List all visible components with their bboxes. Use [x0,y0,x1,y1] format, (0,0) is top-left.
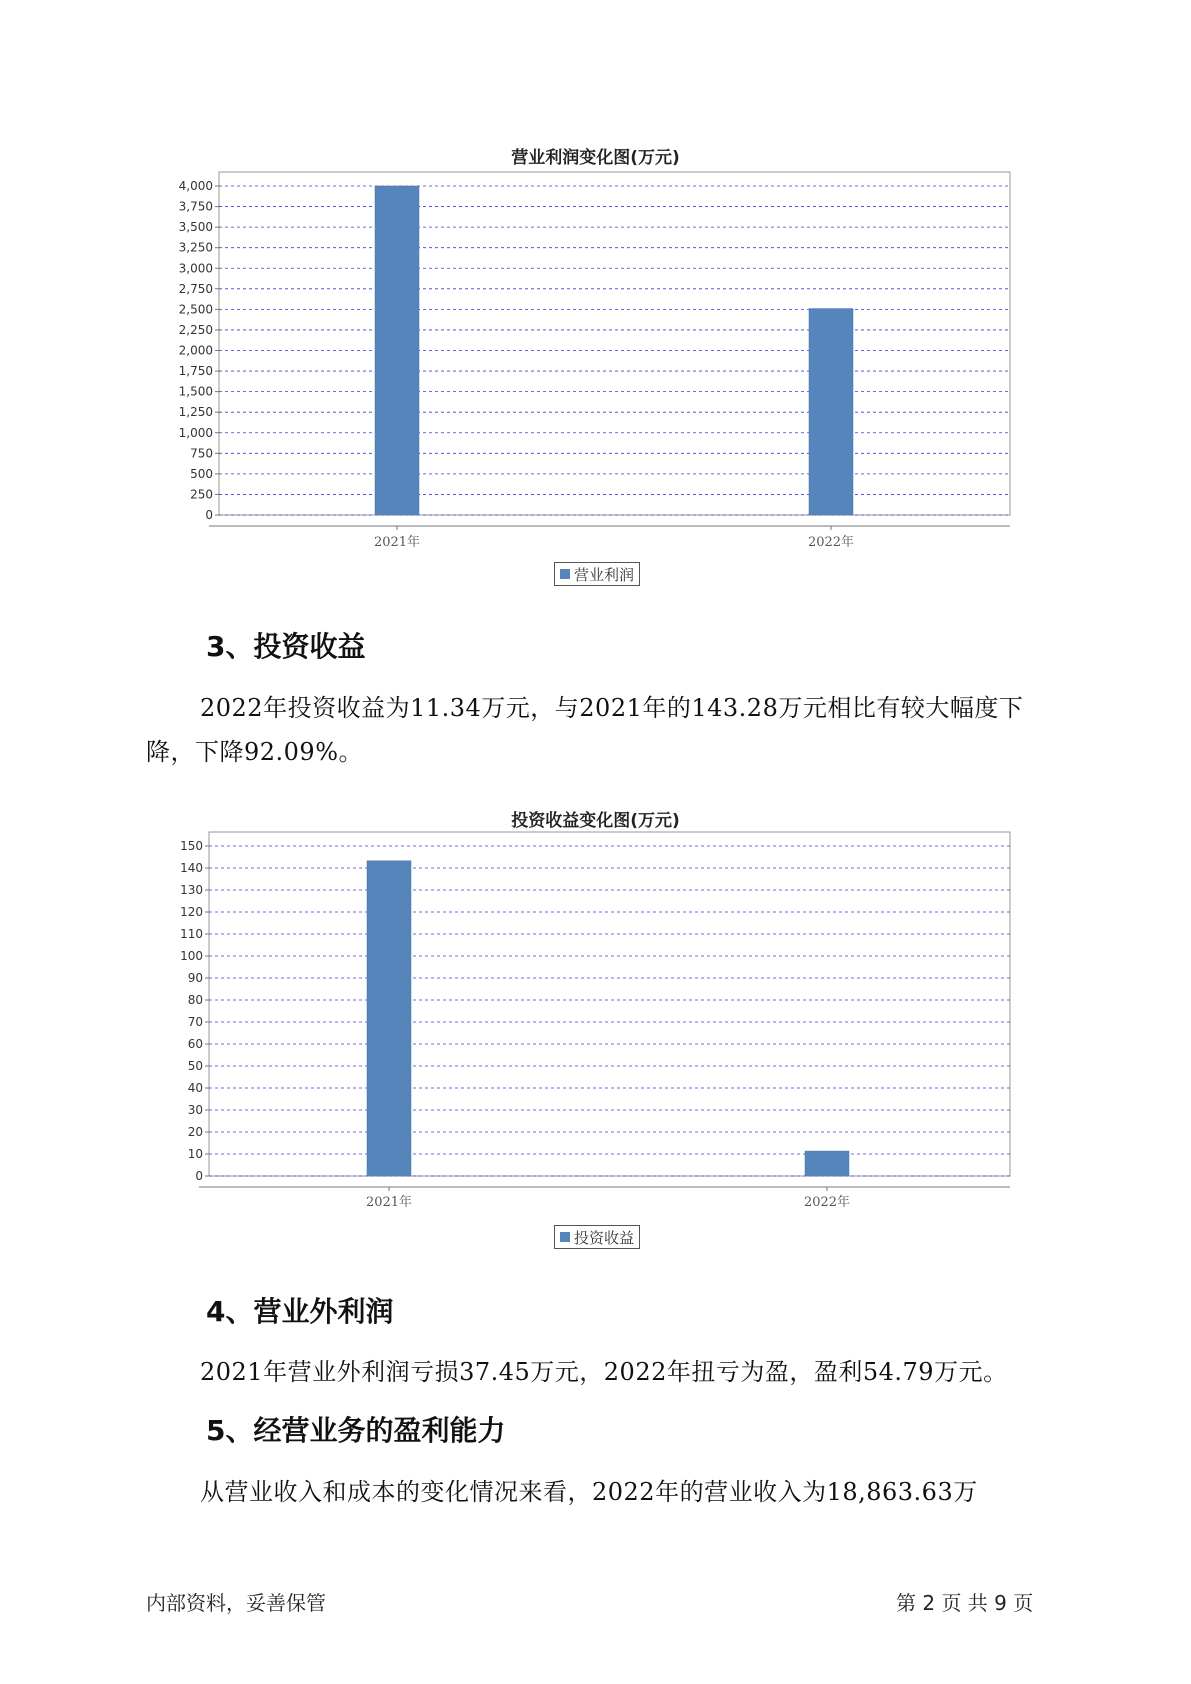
y-tick-label: 50 [187,1059,203,1073]
x-tick-label: 2022年 [803,1195,851,1210]
y-tick-label: 3,250 [178,240,213,255]
bar-2022年 [805,1151,849,1176]
plot-area [209,832,1010,1176]
section-heading-profitability: 5、经营业务的盈利能力 [206,1414,506,1447]
y-tick-label: 4,000 [178,179,213,193]
y-tick-label: 2,750 [178,281,213,296]
y-tick-label: 3,750 [178,199,213,214]
paragraph-non-operating-profit: 2021年营业外利润亏损37.45万元，2022年扭亏为盈，盈利54.79万元。 [200,1358,1008,1386]
legend-label: 营业利润 [574,565,635,584]
y-tick-label: 1,750 [178,364,213,379]
y-tick-label: 30 [187,1103,203,1117]
y-tick-label: 2,000 [178,343,213,358]
paragraph-profitability: 从营业收入和成本的变化情况来看，2022年的营业收入为18,863.63万 [200,1478,978,1506]
y-tick-label: 60 [187,1037,203,1051]
y-tick-label: 0 [205,508,213,522]
x-tick-label: 2021年 [373,535,421,550]
footer-confidential-note: 内部资料，妥善保管 [146,1591,326,1615]
y-tick-label: 10 [187,1147,203,1161]
y-tick-label: 110 [180,927,203,941]
y-tick-label: 100 [180,949,203,963]
x-tick-label: 2021年 [365,1195,413,1210]
y-tick-label: 150 [180,839,203,853]
y-tick-label: 40 [187,1081,203,1095]
y-tick-label: 1,500 [178,384,213,399]
y-tick-label: 120 [180,905,203,919]
legend-investment-income [554,1225,640,1249]
y-tick-label: 90 [187,971,203,985]
y-tick-label: 20 [187,1125,203,1139]
paragraph-investment-income: 2022年投资收益为11.34万元，与2021年的143.28万元相比有较大幅度下降，下降92.09%。 [146,694,1024,766]
y-tick-label: 3,500 [178,220,213,235]
chart-title-investment-income: 投资收益变化图(万元) [511,811,680,831]
legend-label: 投资收益 [574,1228,635,1247]
footer-page-number: 第 2 页 共 9 页 [896,1591,1034,1615]
x-tick-label: 2022年 [807,535,855,550]
chart-title-operating-profit: 营业利润变化图(万元) [511,148,680,168]
y-tick-label: 140 [180,861,203,875]
y-tick-label: 130 [180,883,203,897]
section-heading-non-operating-profit: 4、营业外利润 [206,1295,394,1328]
y-tick-label: 3,000 [178,261,213,276]
y-tick-label: 1,000 [178,425,213,440]
legend-swatch [560,1232,570,1242]
y-tick-label: 500 [190,466,213,481]
y-tick-label: 750 [190,446,213,461]
y-tick-label: 80 [187,993,203,1007]
y-tick-label: 0 [195,1169,203,1183]
y-tick-label: 2,500 [178,302,213,317]
y-tick-label: 2,250 [178,322,213,337]
y-tick-label: 250 [190,487,213,502]
y-tick-label: 70 [187,1015,203,1029]
y-tick-label: 1,250 [178,405,213,420]
section-heading-investment-income: 3、投资收益 [206,630,366,663]
bar-2021年 [367,861,411,1176]
